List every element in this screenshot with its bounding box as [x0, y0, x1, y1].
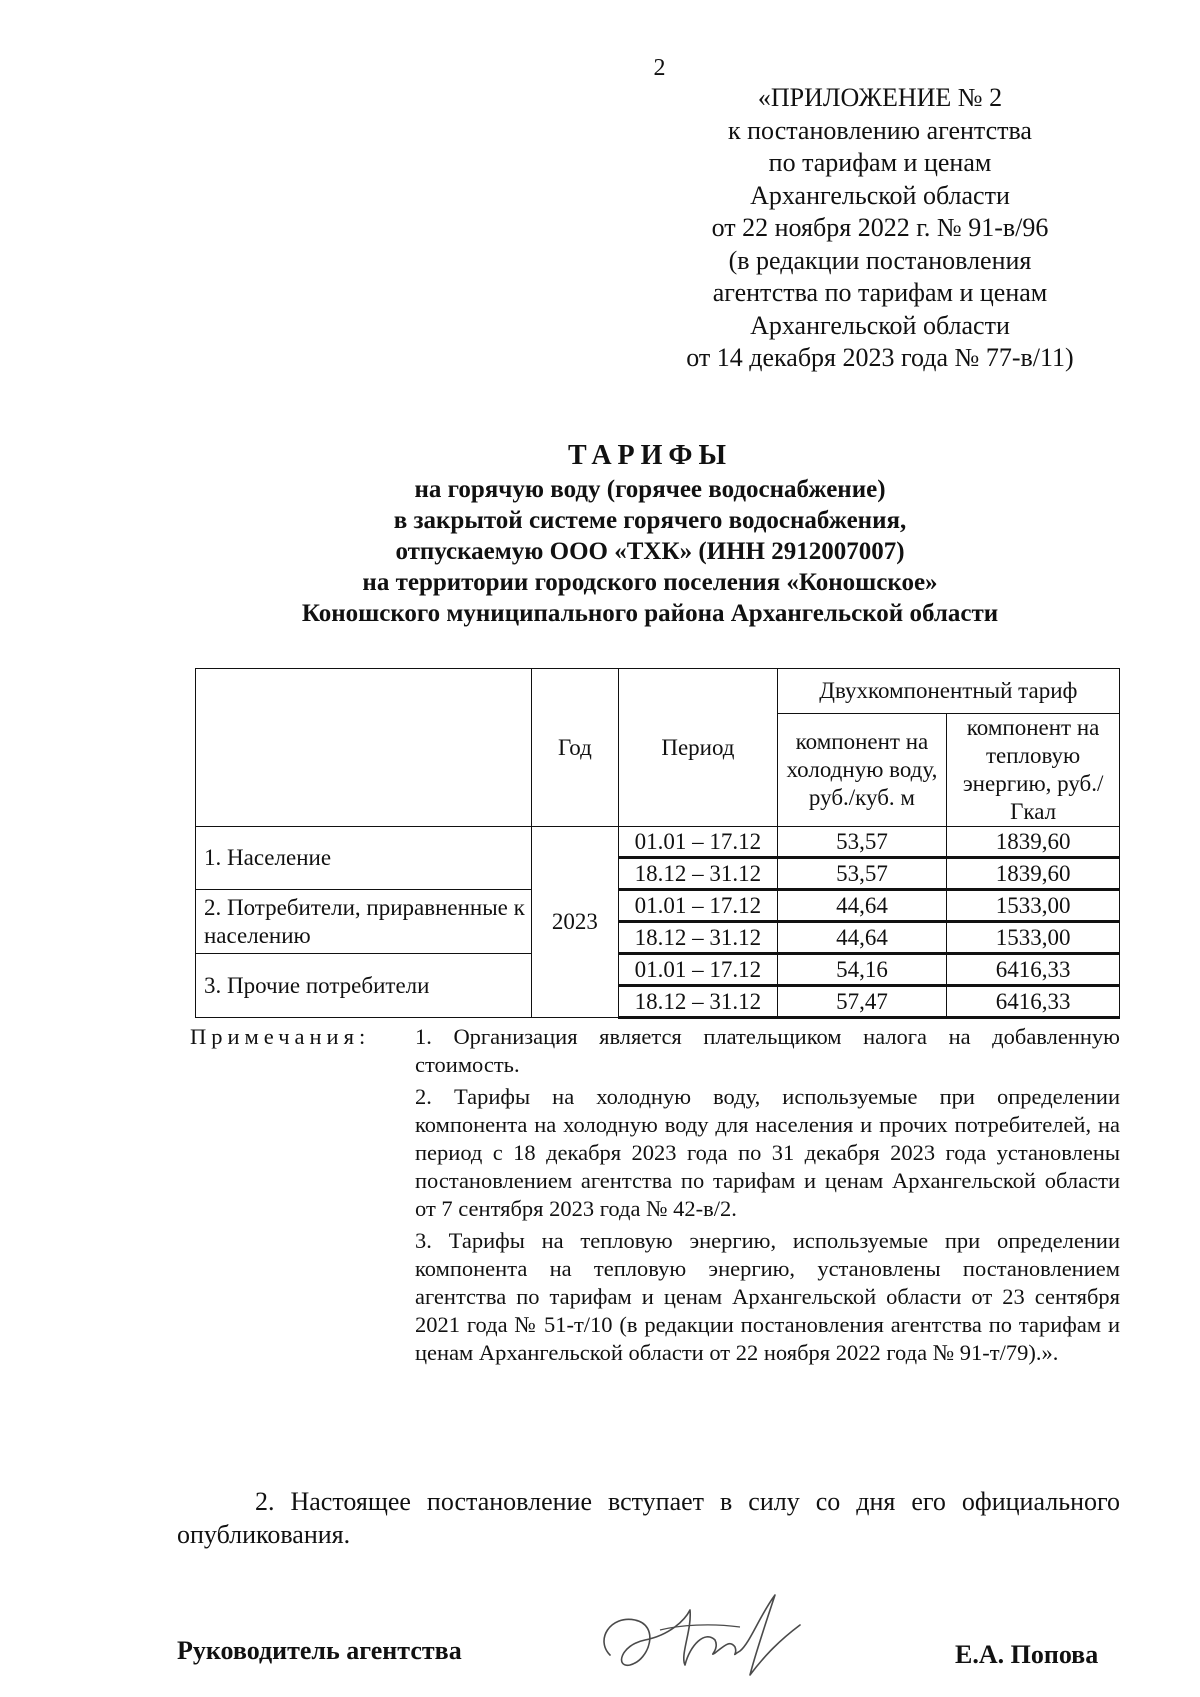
cold-value-cell: 44,64 — [777, 890, 946, 922]
header-empty — [196, 669, 532, 827]
cold-value-cell: 44,64 — [777, 922, 946, 954]
table-row — [196, 954, 1120, 986]
tariff-table — [195, 668, 1120, 1019]
period-cell: 01.01 – 17.12 — [619, 890, 778, 922]
header-two-component: Двухкомпонентный тариф — [777, 669, 1119, 714]
cold-value-cell: 54,16 — [777, 954, 946, 986]
period-cell: 18.12 – 31.12 — [619, 986, 778, 1018]
cold-value-cell: 53,57 — [777, 858, 946, 890]
cold-value-cell: 57,47 — [777, 986, 946, 1018]
closing-paragraph: 2. Настоящее постановление вступает в силу со дня его официального опубликования. — [177, 1487, 1120, 1549]
header-period: Период — [619, 669, 778, 827]
category-cell: 1. Население — [196, 827, 532, 890]
notes-label: Примечания: — [190, 1024, 371, 1049]
annex-line: к постановлению агентства — [728, 115, 1032, 145]
signer-title: Руководитель агентства — [177, 1636, 462, 1665]
period-cell: 18.12 – 31.12 — [619, 858, 778, 890]
handwritten-signature — [590, 1585, 820, 1695]
note-item: 2. Тарифы на холодную воду, используемые при определении компонента на холодную воду для населения и прочих потребителей, на период с 18 декабря 2023 года по 31 декабря 2023 года установлены постановлением агентства по тарифам и ценам Архангельской области от 7 сентября 2023 года № 42-в/2. — [415, 1084, 1120, 1221]
heat-value-cell: 1533,00 — [947, 890, 1120, 922]
heat-value-cell: 1839,60 — [947, 858, 1120, 890]
annex-line: (в редакции постановления — [728, 245, 1032, 275]
heat-value-cell: 1533,00 — [947, 922, 1120, 954]
period-cell: 18.12 – 31.12 — [619, 922, 778, 954]
document-title — [180, 438, 1120, 629]
cold-value-cell: 53,57 — [777, 827, 946, 858]
note-item: 3. Тарифы на тепловую энергию, используемые при определении компонента на тепловую энергию, установлены постановлением агентства по тарифам и ценам Архангельской области от 23 сентября 2021 года № 51-т/10 (в редакции постановления агентства по тарифам и ценам Архангельской области от 22 ноября 2022 года № 91-т/79).». — [415, 1228, 1120, 1365]
annex-line: агентства по тарифам и ценам — [712, 278, 1048, 307]
annex-line: «ПРИЛОЖЕНИЕ № 2 — [757, 83, 1003, 112]
header-year: Год — [531, 669, 618, 827]
title-line: на горячую воду (горячее водоснабжение) — [414, 476, 886, 503]
annex-line: от 14 декабря 2023 года № 77-в/11) — [686, 343, 1074, 372]
signer-name: Е.А. Попова — [955, 1640, 1099, 1669]
annex-header — [660, 82, 1100, 375]
table-row — [196, 827, 1120, 858]
period-cell: 01.01 – 17.12 — [619, 827, 778, 858]
category-cell: 2. Потребители, приравненные к населению — [196, 890, 532, 954]
header-heat-component: компонент на тепловую энергию, руб./Гкал — [947, 714, 1120, 827]
annex-line: по тарифам и ценам — [768, 148, 992, 177]
year-cell: 2023 — [531, 827, 618, 1018]
heat-value-cell: 6416,33 — [947, 986, 1120, 1018]
title-line: в закрытой системе горячего водоснабжения, — [393, 507, 907, 534]
title-line: на территории городского поселения «Коношское» — [362, 569, 938, 596]
table-row — [196, 890, 1120, 922]
header-cold-component: компонент на холодную воду, руб./куб. м — [777, 714, 946, 827]
period-cell: 01.01 – 17.12 — [619, 954, 778, 986]
notes-list — [415, 1023, 1120, 1371]
category-cell: 3. Прочие потребители — [196, 954, 532, 1018]
page-number: 2 — [653, 55, 666, 81]
annex-line: от 22 ноября 2022 г. № 91-в/96 — [711, 213, 1049, 242]
heat-value-cell: 6416,33 — [947, 954, 1120, 986]
title-line: отпускаемую ООО «ТХК» (ИНН 2912007007) — [395, 538, 905, 565]
annex-line: Архангельской области — [750, 310, 1010, 340]
annex-line: Архангельской области — [750, 180, 1010, 210]
note-item: 1. Организация является плательщиком налога на добавленную стоимость. — [415, 1024, 1120, 1077]
title-main: ТАРИФЫ — [568, 440, 732, 471]
title-line: Коношского муниципального района Архангельской области — [301, 600, 999, 627]
heat-value-cell: 1839,60 — [947, 827, 1120, 858]
